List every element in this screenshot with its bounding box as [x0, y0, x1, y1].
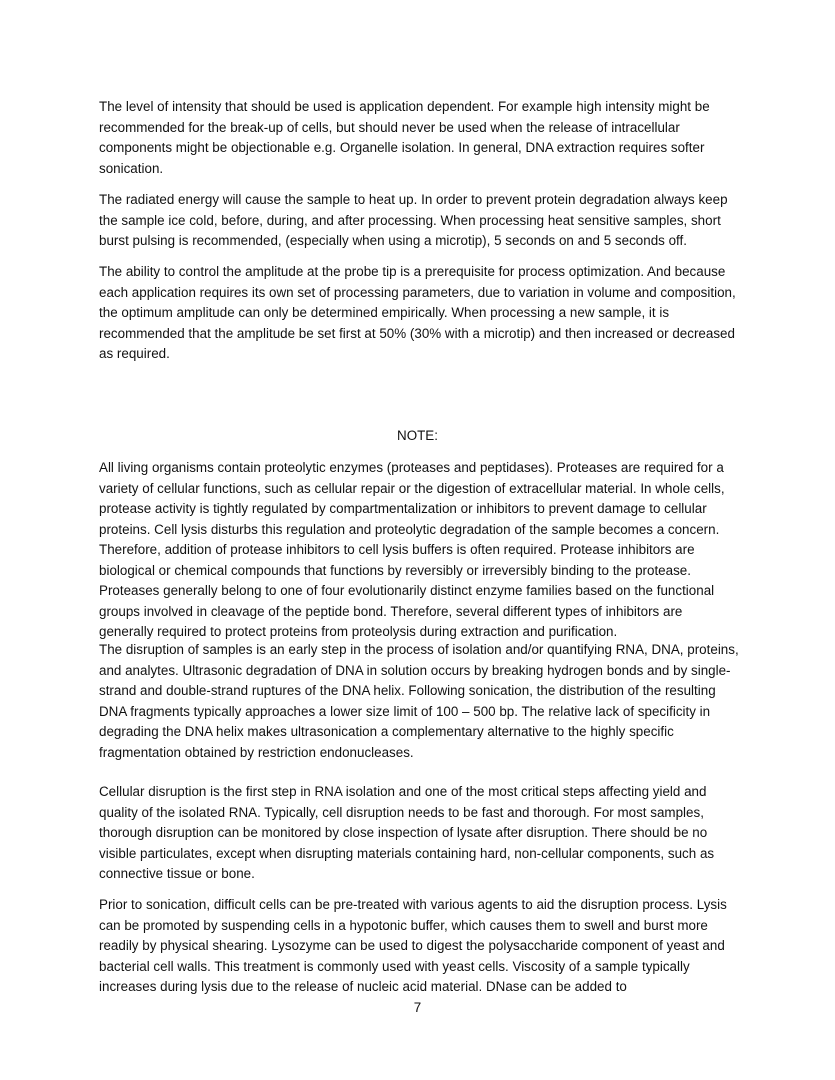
paragraph-pretreatment: Prior to sonication, difficult cells can be pre-treated with various agents to aid the disruption process. Lysis can be promoted by suspending cells in a hypotonic buffer, which causes them to swell and burst more readily by physical shearing. Lysozyme can be used to digest the polysaccharide component of yeast and bacterial cell walls. This treatment is commonly used with yeast cells. Viscosity of a sample typically increases during lysis due to the release of nucleic acid material. DNase can be added to: [99, 897, 727, 994]
paragraph-cellular-disruption: Cellular disruption is the first step in RNA isolation and one of the most critical steps affecting yield and quality of the isolated RNA. Typically, cell disruption needs to be fast and thorough. For most samples, thorough disruption can be monitored by close inspection of lysate after disruption. There should be no visible particulates, except when disrupting materials containing hard, non-cellular components, such as connective tissue or bone.: [99, 784, 715, 881]
note-heading: NOTE:: [397, 428, 438, 443]
paragraph-proteolytic-enzymes: All living organisms contain proteolytic enzymes (proteases and peptidases). Proteases are required for a variety of cellular functions, such as cellular repair or the digestion of extracellular material. In whole cells, protease activity is tightly regulated by compartmentalization or inhibitors to prevent damage to cellular proteins. Cell lysis disturbs this regulation and proteolytic degradation of the sample becomes a concern. Therefore, addition of protease inhibitors to cell lysis buffers is often required. Protease inhibitors are biological or chemical compounds that functions by reversibly or irreversibly binding to the protease. Proteases generally belong to one of four evolutionarily distinct enzyme families based on the functional groups involved in cleavage of the peptide bond. Therefore, several different types of inhibitors are generally required to protect proteins from proteolysis during extraction and purification.: [99, 460, 725, 639]
page-number: 7: [413, 1000, 422, 1015]
paragraph-intensity: The level of intensity that should be used is application dependent. For example high intensity might be recommended for the break-up of cells, but should never be used when the release of intracellular components might be objectionable e.g. Organelle isolation. In general, DNA extraction requires softer sonication.: [99, 99, 710, 176]
paragraph-amplitude-control: The ability to control the amplitude at the probe tip is a prerequisite for process optimization. And because each application requires its own set of processing parameters, due to variation in volume and composition, the optimum amplitude can only be determined empirically. When processing a new sample, it is recommended that the amplitude be set first at 50% (30% with a microtip) and then increased or decreased as required.: [99, 264, 736, 361]
paragraph-radiated-energy: The radiated energy will cause the sample to heat up. In order to prevent protein degradation always keep the sample ice cold, before, during, and after processing. When processing heat sensitive samples, short burst pulsing is recommended, (especially when using a microtip), 5 seconds on and 5 seconds off.: [99, 192, 728, 248]
paragraph-sample-disruption: The disruption of samples is an early step in the process of isolation and/or quantifying RNA, DNA, proteins, and analytes. Ultrasonic degradation of DNA in solution occurs by breaking hydrogen bonds and by single-strand and double-strand ruptures of the DNA helix. Following sonication, the distribution of the resulting DNA fragments typically approaches a lower size limit of 100 – 500 bp. The relative lack of specificity in degrading the DNA helix makes ultrasonication a complementary alternative to the highly specific fragmentation obtained by restriction endonucleases.: [99, 642, 739, 760]
